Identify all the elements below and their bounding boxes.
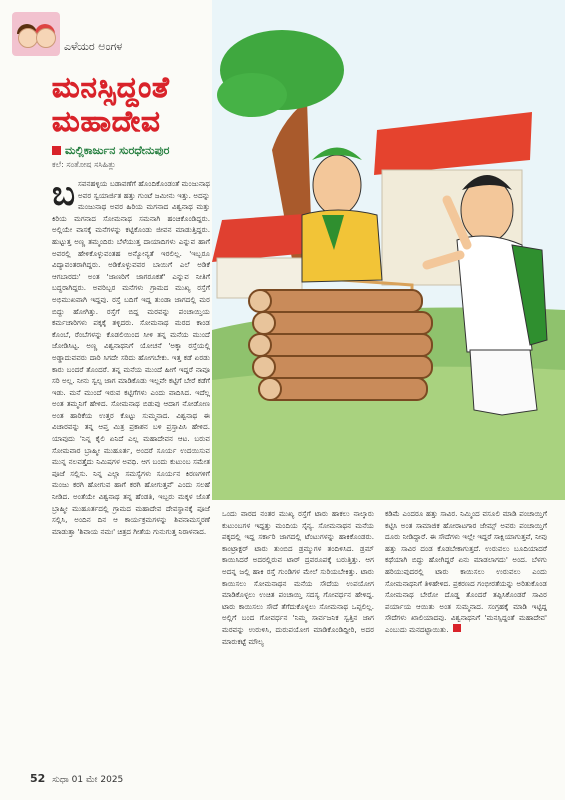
end-mark-icon: [453, 624, 461, 632]
article-column-1: [52, 178, 210, 764]
issue-info: ಸುಧಾ 01 ಮೇ 2025: [52, 775, 124, 785]
section-label: ಎಳೆಯರ ಅಂಗಳ: [64, 40, 123, 53]
page-number: 52: [30, 772, 46, 785]
article-title: [52, 70, 212, 138]
section-logo-icon: [12, 12, 60, 56]
column-3-text: ಕಡಿಮೆ ಎಂದರೂ ಹತ್ತು ಸಾವಿರ. ನಿಮ್ಮಿಂದ ವಸೂಲಿ ಮಾಡಿ ಪಂಚಾಯ್ತಿಗೆ ಕಟ್ಟಿಸಿ ಅಂತ ಸಾಮಾಜಿಕ ಹೋರಾಟಗಾರ ಜೇಮ್ಸ್ ಅವರು ಪಂಚಾಯ್ತಿಗೆ ದೂರು ನೀಡಿದ್ದಾರೆ. ಈ ಸೌದೆಗಳು ಇಲ್ಲೇ ಇದ್ದರೆ ಸಾಕ್ಷಿಯಾಗುತ್ತವೆ, ನೀವು ಹತ್ತು ಸಾವಿರ ದಂಡ ಕೊಡಬೇಕಾಗುತ್ತದೆ. ಉರುವಲು ಬೂದಿಯಾದರೆ ಕಥೆಯಾಗಿ ಬಿದ್ದು ಹೋಗಿದ್ದರೆ ಏನು ಮಾಡಲಾಗದು' ಅಂದ. ಬೆಳಗು ಹರಿಯುವುದರಲ್ಲಿ ಟಾರು ಕಾಯಿಸಲು ಉರುವಲು ಎಂದು ಸೋಮನಾಥನಿಗೆ ತಿಳಿಹೇಳಿದ. ಪ್ರಕರಣದ ಗಂಭೀರತೆಯನ್ನು ಅರಿತುಕೊಂಡ ಸೋಮನಾಥ ಬೇರೋ ದೊಡ್ಡ ತೊಂದರೆ ತಪ್ಪಿಸಿಕೊಂಡರೆ ಸಾವಿರ ಪರ್ಯಾಯ ಆಯಿತು ಅಂತ ಸುಮ್ಮನಾದ. ಸಂಗ್ರಹಕ್ಕೆ ಮಾಡಿ ಇಟ್ಟಿದ್ದ ಸೌದೆಗಳು ಖಾಲಿಯಾದವು. ವಿಶ್ವನಾಥನಿಗೆ 'ಮನಸ್ಸಿದ್ದಂತೆ ಮಹಾದೇವ' ಎಂಬುದು ಮನದಟ್ಟಾಯಿತು.: [385, 509, 547, 634]
author-marker-icon: [52, 146, 61, 155]
page-footer: [30, 772, 123, 785]
illustration-credit: ಕಲೆ: ಸಂತೋಷ ಸಸಿಹಿತ್ಲು: [52, 160, 116, 169]
column-1-text: ಸವನಹಳ್ಳಿಯ ಬಡಾವಣೆಗೆ ಹೊಂದಿಕೊಂಡಂತೆ ಮಂಜುನಾಥ ಅವರ ಸ್ವಯಾರ್ಜಿತ ಹತ್ತು ಗುಂಟೆ ಜಮೀನು ಇತ್ತು. ಅದನ್ನು ಮಂಜುನಾಥ ಅವರ ಹಿರಿಯ ಮಗನಾದ ವಿಶ್ವನಾಥ ಮತ್ತು ಕಿರಿಯ ಮಗನಾದ ಸೋಮನಾಥ ಸಮನಾಗಿ ಹಂಚಿಕೊಂಡಿದ್ದರು. ಅಲ್ಲಿಯೇ ವಾಸಕ್ಕೆ ಮನೆಗಳನ್ನು ಕಟ್ಟಿಕೊಂಡು ಜೀವನ ಮಾಡುತ್ತಿದ್ದರು. ಹುಟ್ಟುತ್ತ ಅಣ್ಣ ತಮ್ಮಂದಿರು ಬೆಳೆಯುತ್ತ ದಾಯಾದಿಗಳು ಎನ್ನುವ ಹಾಗೆ ಅವರಲ್ಲಿ ಹೇಳಿಕೊಳ್ಳುವಂತಹ ಅನ್ಯೋನ್ಯತೆ ಇರಲಿಲ್ಲ. 'ಇಬ್ಬರೂ ವಿದ್ಯಾವಂತರಾಗಿದ್ದರು. ಅಡಿಕೊಳ್ಳುವವರ ಬಾಯಿಗೆ ಎಲೆ ಅಡಿಕೆ ಆಗಬಾರದು' ಅಂತ 'ಜಾಣರಿಗೆ ಜಾಗರೂಕತೆ' ಎನ್ನುವ ನೀತಿಗೆ ಬದ್ಧರಾಗಿದ್ದರು. ಅವರಿಬ್ಬರ ಮನೆಗಳು ಗ್ರಾಮದ ಮುಖ್ಯ ರಸ್ತೆಗೆ ಅಭಿಮುಖವಾಗಿ ಇದ್ದವು. ರಸ್ತೆ ಬದಿಗೆ ಇದ್ದ ತುಂಡಾ ಜಾಗದಲ್ಲಿ ಮರ ಬಿದ್ದು ಹೋಗಿತ್ತು. ರಸ್ತೆಗೆ ಬಿದ್ದ ಮರವನ್ನು ಪಂಚಾಯ್ತಿಯ ಕರ್ಮಚಾರಿಗಳು ಪಕ್ಕಕ್ಕೆ ತಳ್ಳಿದರು. ಸೋಮನಾಥ ಮರದ ಕಾಂಡ ಕೊಂಬೆ, ರೆಂಬೆಗಳನ್ನು ಕೊಡಲಿಯಿಂದ ಸೀಳಿ ತನ್ನ ಮನೆಯ ಮುಂದೆ ಜೋಡಿಸಿಟ್ಟ. ಅಣ್ಣ ವಿಶ್ವನಾಥನಿಗೆ ಯೋಚನೆ 'ಅಕ್ಕಾ ರಸ್ತೆಯಲ್ಲಿ ಅಡ್ಡಾದುವವರು ದಾರಿ ಸಿಗದೇ ಸರಿದು ಹೋಗಬೇಕು. ಇತ್ತ ಕಡೆ ಏರಡು ಕಾರು ಬಂದರೆ ತೊಂದರೆ. ತನ್ನ ಮನೆಯ ಮುಂದೆ ಹೀಗೆ ಇದ್ದರೆ ನಾವೂ ಸರಿ ಅಲ್ಲ. ನೀನು ಸ್ವಲ್ಪ ಜಾಗ ಮಾಡಿಕೊಡು ಇಲ್ಲವೇ ಕಟ್ಟಿಗೆ ಬೇರೆ ಕಡೆಗೆ ಇಡು. ಮನೆ ಮುಂದೆ ಇರುವ ಕಟ್ಟಿಗೆಗಳು ಎಂದು ವಾದಿಸಿದ. ಇದೆಲ್ಲ ಅಂತ ತಮ್ಮನಿಗೆ ಹೇಳಿದ. ಸೋಮನಾಥ ಬಿಡುವು ಆದಾಗ ನೋಡೋಣ ಅಂತ ಹಾರಿಕೆಯ ಉತ್ತರ ಕೊಟ್ಟು ಸುಮ್ಮನಾದ. ವಿಶ್ವನಾಥ ಈ ವಿಚಾರವನ್ನು ತನ್ನ ಆಪ್ತ ಮಿತ್ರ ಪ್ರಕಾಶನ ಬಳಿ ಪ್ರಸ್ತಾಪಿಸಿ ಹೇಳಿದ. ಯಾವುದು 'ನಿನ್ನ ಕೈಲಿ ಏನಿದೆ ಎಲ್ಲ ಮಹಾದೇವನ ಆಟ. ಬರುವ ಸೋಮವಾರ ಬ್ರಾಹ್ಮೀ ಮುಹೂರ್ತ, ಅಂದರೆ ಸೂರ್ಯ ಉದಯಿಸುವ ಮುನ್ನ ನಲವತ್ತೈದು ನಿಮಿಷಗಳ ಅವಧಿ. ಆಗ ಬಂದು ಕುಟುಂಬ ಸಮೇತ ಪೂಜೆ ಸಲ್ಲಿಸು. ನಿನ್ನ ಎಲ್ಲಾ ಸಮಸ್ಯೆಗಳು ಸೂರ್ಯನ ಕಿರಣಗಳಿಗೆ ಮಂಜು ಕರಗಿ ಹೋಗುವ ಹಾಗೆ ಕರಗಿ ಹೋಗುತ್ತವೆ' ಎಂದು ಸಲಹೆ ನೀಡಿದ. ಅಂತೆಯೇ ವಿಶ್ವನಾಥ ತನ್ನ ಹೆಂಡತಿ, ಇಬ್ಬರು ಮಕ್ಕಳ ಜೊತೆ ಬ್ರಾಹ್ಮೀ ಮುಹೂರ್ತದಲ್ಲಿ ಗ್ರಾಮದ ಮಹಾದೇವ ದೇವಸ್ಥಾನಕ್ಕೆ ಪೂಜೆ ಸಲ್ಲಿಸಿ, ಅಂದಿನ ದಿನ ಆ ಕಾರ್ಯಕ್ರಮಗಳನ್ನು ಶಿವನಾಮಸ್ಮರಣೆ ಮಾಡುತ್ತಾ 'ಶಿವಾಯ ನಮಃ' ಚಿತ್ರದ ಗೀತೆಯ ಗುನುಗುತ್ತ ನಿರಾಳನಾದ.: [52, 179, 210, 536]
story-illustration: [212, 0, 565, 500]
title-line-2: ಮಹಾದೇವ: [52, 104, 161, 138]
article-column-2: [222, 508, 374, 764]
article-column-3: [385, 508, 547, 764]
author-name: ಮಲ್ಲಿಕಾರ್ಜುನ ಸುರಧೇನುಪುರ: [65, 144, 170, 157]
column-2-text: ಒಂದು ವಾರದ ನಂತರ ಮುಖ್ಯ ರಸ್ತೆಗೆ ಟಾರು ಹಾಕಲು ನಾಲ್ಕಾರು ಕುಟುಂಬಗಳ ಇದ್ದತ್ತು ಮಂದಿಯ ಸೈನ್ಯ. ಸೋಮನಾಥನ ಮನೆಯ ಪಕ್ಕದಲ್ಲಿ ಇದ್ದ ಸರ್ಕಾರಿ ಜಾಗದಲ್ಲಿ ಟೆಂಟುಗಳನ್ನು ಹಾಕಿಕೊಂಡರು. ಕಾಂಟ್ರಾಕ್ಟರ್ ಟಾರು ತುಂಬಿದ ಡ್ರಮ್ಮುಗಳ ತಂದಿಳಿಸಿದ. ಡ್ರಮ್ ಕಾಯಿಸಿದರೆ ಅದರಲ್ಲಿರುವ ಟಾರ್ ದ್ರವರೂಪಕ್ಕೆ ಬರುತ್ತಿತ್ತು. ಆಗ ಅದನ್ನ ಜಲ್ಲಿ ಹಾಕಿ ರಸ್ತೆ ಗುಂಡಿಗಳ ಮೇಲೆ ಸುರಿಯಬೇಕಿತ್ತು. ಟಾರು ಕಾಯಿಸಲು ಸೋಮನಾಥನ ಮನೆಯ ಸೌದೆಯ ಉಪಯೋಗ ಮಾಡಿಕೊಳ್ಳಲು ಉಚಿತ ಪಂಚಾಯ್ತಿ ಸದಸ್ಯ ಗೋವರ್ಧನ ಹೇಳಿದ್ದ. ಟಾರು ಕಾಯಿಸಲು ಸೌದೆ ತೆಗೆದುಕೊಳ್ಳಲು ಸೋಮನಾಥ ಒಪ್ಪಲಿಲ್ಲ. ಅಲ್ಲಿಗೆ ಬಂದ ಗೋವರ್ಧನ 'ನಿಮ್ಮ ಸಾರ್ವಜನಿಕ ಸ್ವತ್ತಿನ ಜಾಗ ಮರವನ್ನು ಉರುಳಿಸಿ, ದುರುಪಯೋಗ ಮಾಡಿಕೊಂಡಿದ್ದೀರಿ, ಅದರ ಮಾರುಕಟ್ಟೆ ಮೌಲ್ಯ: [222, 509, 374, 646]
author-byline: [52, 144, 169, 158]
dropcap: ಬ: [52, 178, 76, 214]
title-line-1: ಮನಸ್ಸಿದ್ದಂತೆ: [52, 70, 170, 104]
